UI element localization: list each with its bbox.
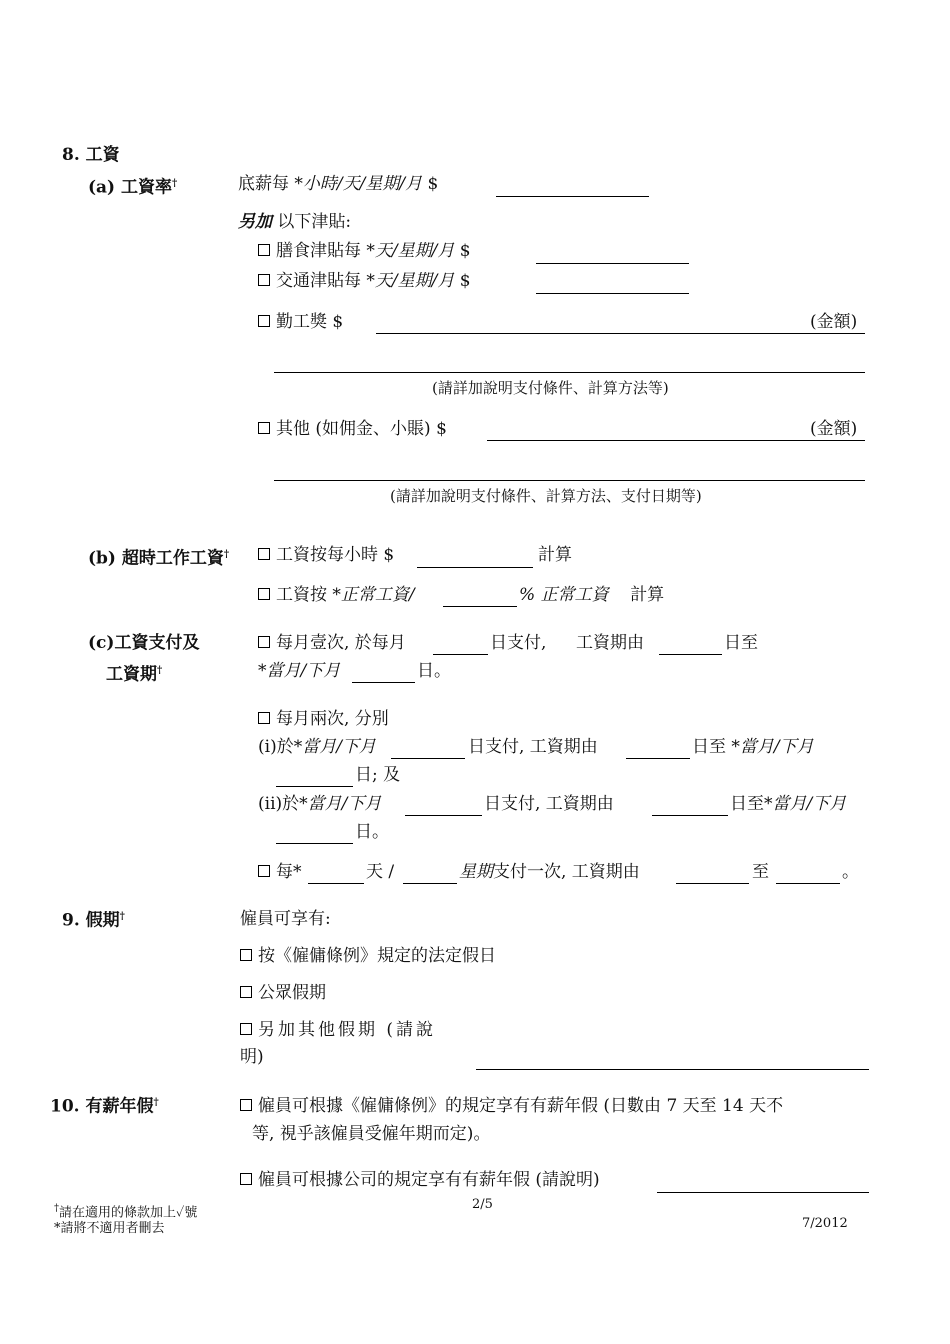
monthly-once-period-text: 工資期由 (576, 633, 644, 653)
twice-i-text: 日支付, 工資期由 (468, 737, 598, 757)
twice-i-day-field[interactable] (391, 758, 465, 759)
transport-allowance-option[interactable]: 交通津貼每 *天/星期/月 $ (258, 270, 471, 292)
checkbox-icon[interactable] (258, 274, 270, 286)
attendance-note: (請詳加說明支付條件、計算方法等) (432, 379, 669, 397)
statutory-annual-leave-option[interactable]: 僱員可根據《僱傭條例》的規定享有有薪年假 (日數由 7 天至 14 天不 (240, 1095, 783, 1117)
footer-note-1: †請在適用的條款加上✓號 (54, 1203, 198, 1221)
checkbox-icon[interactable] (258, 865, 270, 877)
monthly-once-option[interactable]: 每月壹次, 於每月 (258, 632, 406, 654)
amount-label: (金額) (810, 419, 858, 439)
statutory-annual-leave-cont: 等, 視乎該僱員受僱年期而定)。 (252, 1124, 491, 1144)
other-allowance-option[interactable]: 其他 (如佣金、小賬) $ (258, 418, 447, 440)
periodic-option[interactable]: 每* (258, 861, 302, 883)
other-details-field[interactable] (274, 480, 865, 481)
meal-allowance-option[interactable]: 膳食津貼每 *天/星期/月 $ (258, 240, 471, 262)
twice-i-end-suffix: 日; 及 (355, 765, 401, 785)
statutory-holidays-option[interactable]: 按《僱傭條例》規定的法定假日 (240, 945, 496, 967)
twice-i-prefix: (i)於*當月/下月 (258, 737, 376, 757)
periodic-to-text: 至 (752, 862, 769, 882)
overtime-percent-suffix: % 正常工資 計算 (519, 585, 665, 605)
overtime-percent-option[interactable]: 工資按 *正常工資/ (258, 584, 415, 606)
monthly-once-to-text: 日至 (724, 633, 758, 653)
periodic-weeks-field[interactable] (403, 883, 457, 884)
form-version: 7/2012 (802, 1216, 848, 1231)
checkbox-icon[interactable] (258, 422, 270, 434)
checkbox-icon[interactable] (240, 986, 252, 998)
payment-label-1: (c)工資支付及 (88, 633, 200, 653)
checkbox-icon[interactable] (240, 1023, 252, 1035)
checkbox-icon[interactable] (240, 949, 252, 961)
other-holidays-option[interactable]: 另加其他假期 (請說 (240, 1019, 436, 1041)
base-salary-line: 底薪每 *小時/天/星期/月 $ (238, 174, 439, 194)
monthly-once-day-field[interactable] (433, 654, 488, 655)
overtime-percent-field[interactable] (443, 606, 517, 607)
transport-allowance-field[interactable] (536, 293, 689, 294)
twice-i-start-field[interactable] (626, 758, 690, 759)
wage-rate-label: (a) 工資率† (88, 177, 178, 198)
holidays-intro: 僱員可享有: (240, 909, 331, 929)
checkbox-icon[interactable] (258, 244, 270, 256)
twice-ii-text: 日支付, 工資期由 (484, 794, 614, 814)
periodic-text: 星期支付一次, 工資期由 (459, 862, 640, 882)
other-holidays-field[interactable] (476, 1069, 869, 1070)
periodic-start-field[interactable] (676, 883, 749, 884)
checkbox-icon[interactable] (240, 1173, 252, 1185)
twice-ii-start-field[interactable] (652, 815, 728, 816)
monthly-once-end-suffix: 日。 (417, 661, 451, 681)
monthly-twice-option[interactable]: 每月兩次, 分別 (258, 708, 389, 730)
attendance-bonus-option[interactable]: 勤工獎 $ (258, 311, 343, 333)
checkbox-icon[interactable] (258, 588, 270, 600)
checkbox-icon[interactable] (258, 548, 270, 560)
checkbox-icon[interactable] (258, 315, 270, 327)
periodic-end-field[interactable] (776, 883, 840, 884)
twice-i-end-field[interactable] (276, 786, 353, 787)
periodic-day-unit: 天 / (366, 862, 395, 882)
monthly-once-end-field[interactable] (352, 682, 415, 683)
overtime-hourly-field[interactable] (417, 567, 533, 568)
checkbox-icon[interactable] (258, 712, 270, 724)
public-holidays-option[interactable]: 公眾假期 (240, 982, 326, 1004)
other-holidays-label-cont: 明) (240, 1047, 264, 1067)
amount-label: (金額) (810, 312, 858, 332)
attendance-bonus-field[interactable] (376, 333, 865, 334)
payment-label-2: 工資期† (106, 664, 163, 685)
section-10-heading: 10. 有薪年假† (50, 1096, 159, 1117)
other-allowance-field[interactable] (487, 440, 865, 441)
allowance-intro: 另加 以下津貼: (238, 212, 352, 232)
page-number: 2/5 (472, 1197, 493, 1212)
overtime-hourly-suffix: 計算 (538, 545, 572, 565)
twice-ii-prefix: (ii)於*當月/下月 (258, 794, 382, 814)
twice-ii-day-field[interactable] (405, 815, 482, 816)
monthly-once-start-field[interactable] (659, 654, 722, 655)
periodic-days-field[interactable] (308, 883, 364, 884)
meal-allowance-field[interactable] (536, 263, 689, 264)
other-note: (請詳加說明支付條件、計算方法、支付日期等) (390, 487, 702, 505)
twice-ii-end-field[interactable] (276, 843, 353, 844)
overtime-label: (b) 超時工作工資† (88, 548, 230, 569)
section-8-heading: 8. 工資 (62, 145, 120, 165)
attendance-details-field[interactable] (274, 372, 865, 373)
company-annual-leave-field[interactable] (657, 1192, 869, 1193)
company-annual-leave-option[interactable]: 僱員可根據公司的規定享有有薪年假 (請說明) (240, 1169, 600, 1191)
footer-note-2: *請將不適用者刪去 (54, 1221, 165, 1236)
twice-i-to-text: 日至 *當月/下月 (692, 737, 814, 757)
monthly-once-text: 日支付, (490, 633, 547, 653)
twice-ii-end-suffix: 日。 (355, 822, 389, 842)
section-9-heading: 9. 假期† (62, 910, 125, 931)
checkbox-icon[interactable] (240, 1099, 252, 1111)
periodic-end-suffix: 。 (842, 862, 859, 882)
monthly-once-end-text: *當月/下月 (258, 661, 341, 681)
base-salary-field[interactable] (496, 196, 649, 197)
checkbox-icon[interactable] (258, 636, 270, 648)
twice-ii-to-text: 日至*當月/下月 (730, 794, 847, 814)
overtime-hourly-option[interactable]: 工資按每小時 $ (258, 544, 394, 566)
